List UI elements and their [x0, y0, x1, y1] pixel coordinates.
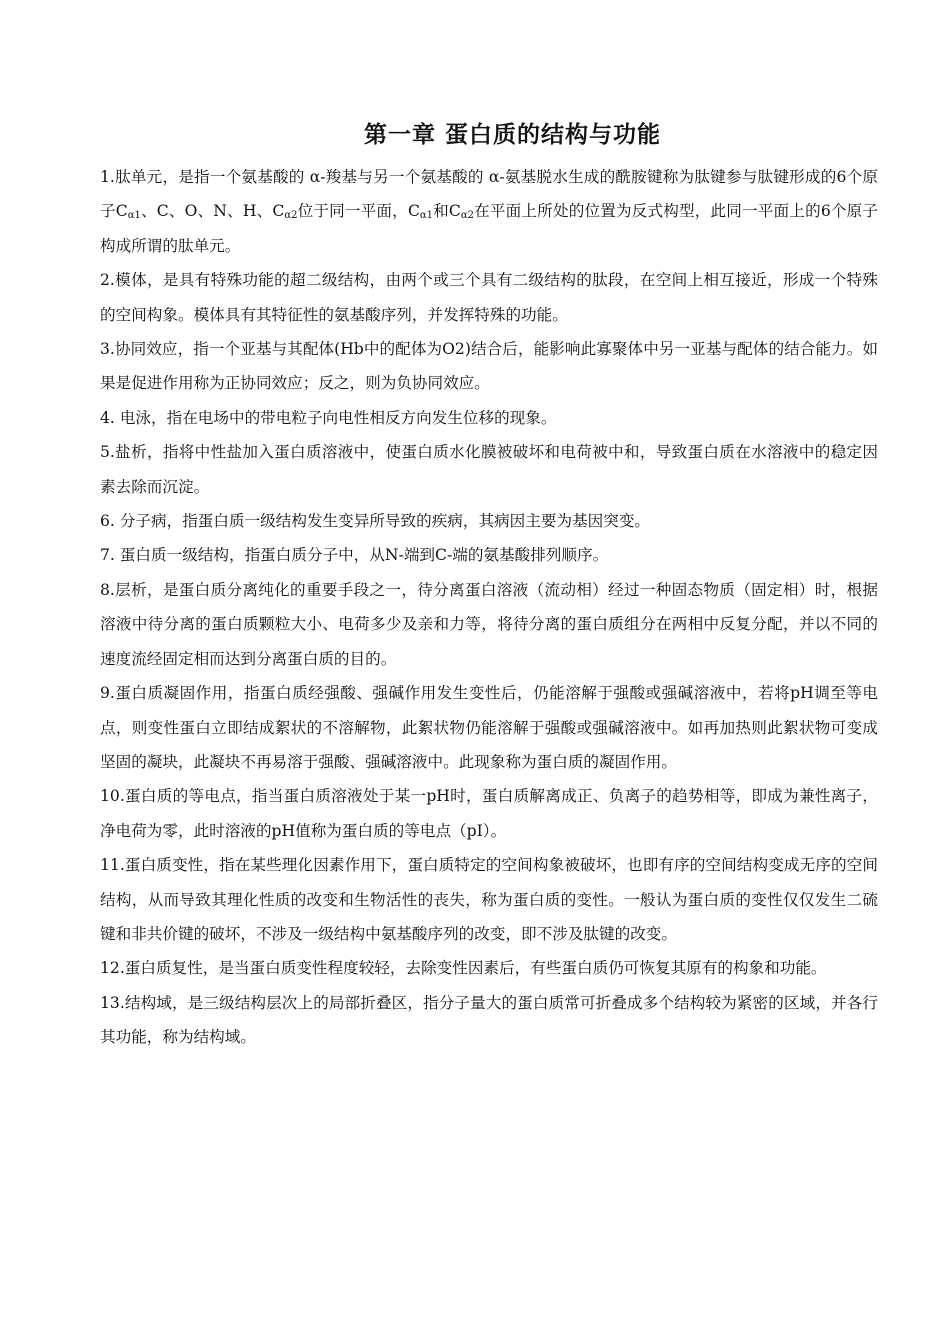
entry-text: 和C	[433, 202, 461, 221]
definition-cooperativity: 3.协同效应，指一个亚基与其配体(Hb中的配体为O2)结合后，能影响此寡聚体中另一亚基与配体的结合能力。如果是促进作用称为正协同效应；反之，则为负协同效应。	[100, 340, 878, 393]
definition-peptide-unit	[100, 160, 878, 263]
entry-text: 、C、O、N、H、C	[140, 202, 285, 221]
definition-domain: 13.结构域，是三级结构层次上的局部折叠区，指分子量大的蛋白质常可折叠成多个结构较为紧密的区域，并各行其功能，称为结构域。	[100, 993, 878, 1047]
subscript: α1	[419, 210, 433, 222]
definition-molecular-disease: 6. 分子病，指蛋白质一级结构发生变异所导致的疾病，其病因主要为基因突变。	[100, 512, 651, 531]
chapter-title: 第一章 蛋白质的结构与功能	[363, 122, 661, 148]
definition-renaturation: 12.蛋白质复性，是当蛋白质变性程度较轻，去除变性因素后，有些蛋白质仍可恢复其原有的构象和功能。	[100, 959, 827, 978]
subscript: α1	[127, 210, 141, 222]
definition-salting-out: 5.盐析，指将中性盐加入蛋白质溶液中，使蛋白质水化膜被破坏和电荷被中和，导致蛋白质在水溶液中的稳定因素去除而沉淀。	[100, 443, 878, 496]
definition-denaturation: 11.蛋白质变性，指在某些理化因素作用下，蛋白质特定的空间构象被破坏，也即有序的空间结构变成无序的空间结构，从而导致其理化性质的改变和生物活性的丧失，称为蛋白质的变性。一般认为蛋白质的变性仅仅发生二硫键和非共价键的破坏，不涉及一级结构中氨基酸序列的改变，即不涉及肽键的改变。	[100, 856, 878, 943]
definition-motif: 2.模体，是具有特殊功能的超二级结构，由两个或三个具有二级结构的肽段，在空间上相互接近，形成一个特殊的空间构象。模体具有其特征性的氨基酸序列，并发挥特殊的功能。	[100, 271, 878, 324]
definition-isoelectric-point: 10.蛋白质的等电点，指当蛋白质溶液处于某一pH时，蛋白质解离成正、负离子的趋势相等，即成为兼性离子，净电荷为零，此时溶液的pH值称为蛋白质的等电点（pI）。	[100, 787, 878, 840]
subscript: α2	[460, 210, 474, 222]
definition-primary-structure: 7. 蛋白质一级结构，指蛋白质分子中，从N-端到C-端的氨基酸排列顺序。	[100, 546, 609, 565]
definition-chromatography: 8.层析，是蛋白质分离纯化的重要手段之一，待分离蛋白溶液（流动相）经过一种固态物质（固定相）时，根据溶液中待分离的蛋白质颗粒大小、电荷多少及亲和力等，将待分离的蛋白质组分在两相中反复分配，并以不同的速度流经固定相而达到分离蛋白质的目的。	[100, 580, 878, 668]
subscript: α2	[284, 210, 298, 222]
definition-coagulation: 9.蛋白质凝固作用，指蛋白质经强酸、强碱作用发生变性后，仍能溶解于强酸或强碱溶液中，若将pH调至等电点，则变性蛋白立即结成絮状的不溶解物，此絮状物仍能溶解于强酸或强碱溶液中。如再加热则此絮状物可变成坚固的凝块，此凝块不再易溶于强酸、强碱溶液中。此现象称为蛋白质的凝固作用。	[100, 684, 878, 771]
entry-text: 位于同一平面，C	[297, 202, 420, 221]
definition-electrophoresis: 4. 电泳，指在电场中的带电粒子向电性相反方向发生位移的现象。	[100, 408, 557, 427]
entry-text: 1.肽单元，是指一个氨基酸的 α-羧基与另一个氨基酸的 α-氨基脱水生成的酰胺键称为肽键参与肽键形成的6个原子C	[100, 168, 878, 221]
definition-list	[100, 160, 878, 1055]
entry-text: 在平面上所处的位置为反式构型，此同一平面上的6个原子构成所谓的肽单元。	[100, 202, 879, 255]
